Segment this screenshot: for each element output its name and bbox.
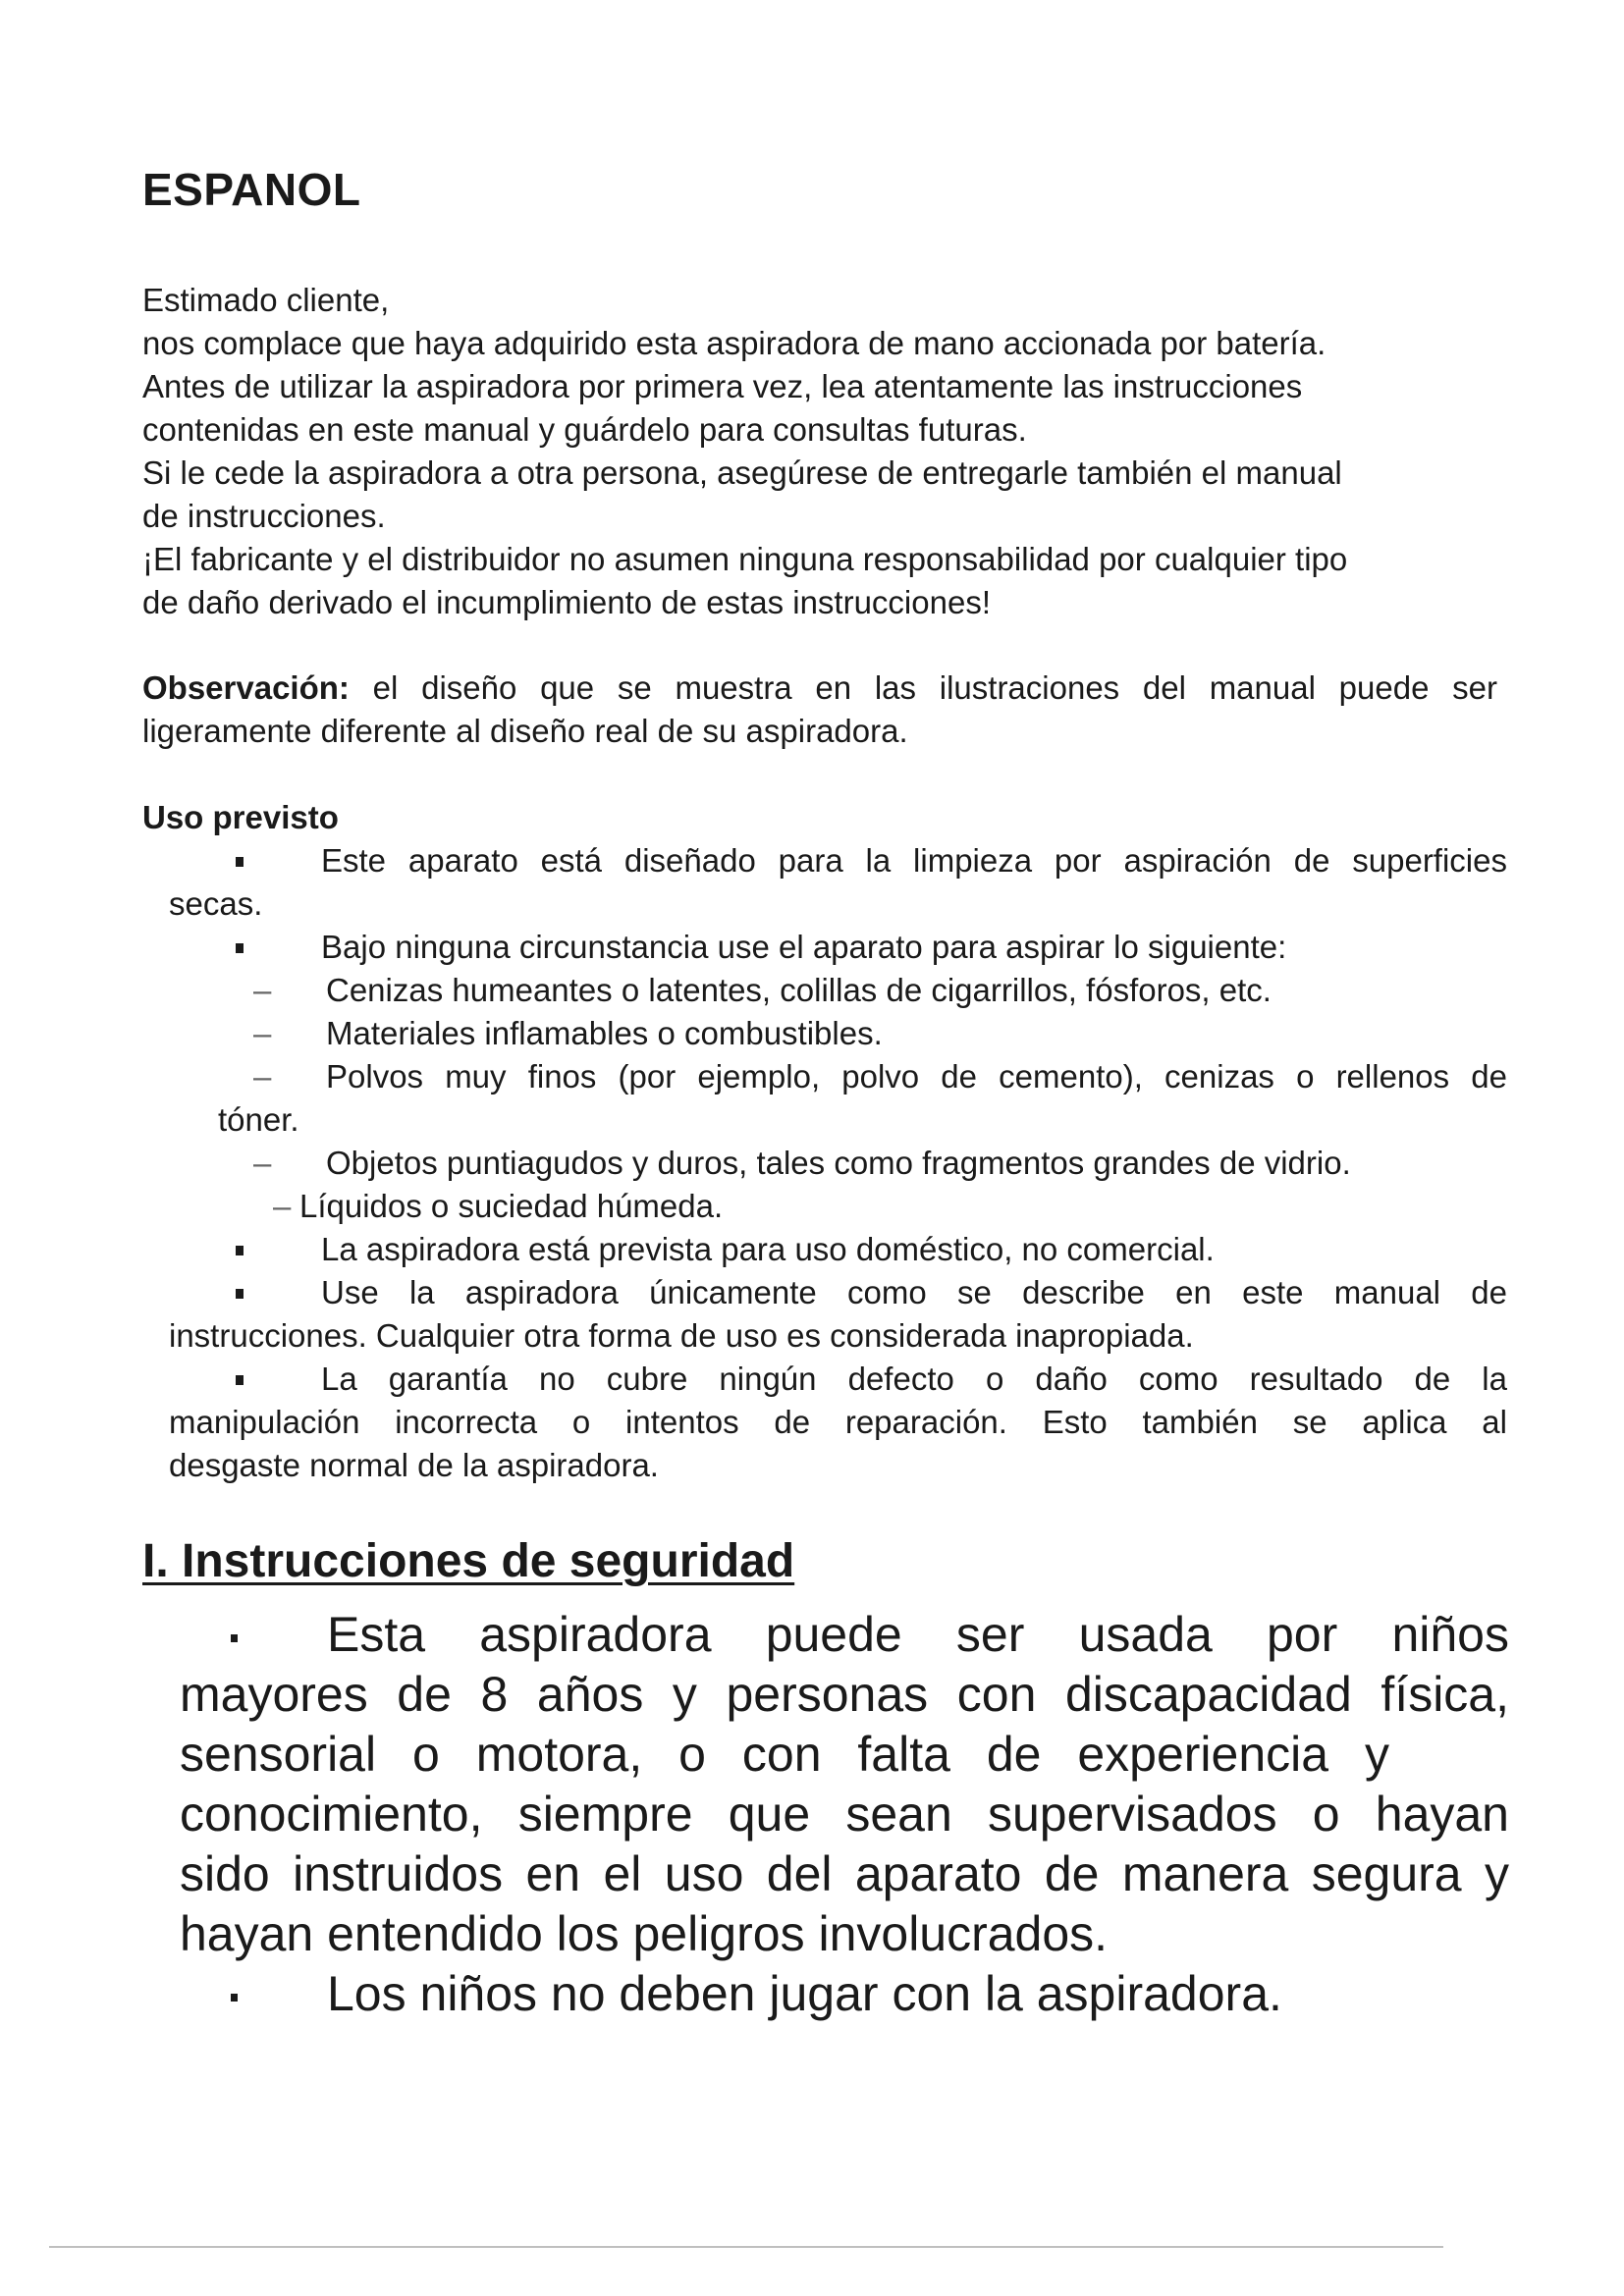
sub-list-item-text: Líquidos o suciedad húmeda. [299, 1188, 724, 1224]
square-bullet-icon [231, 1994, 238, 2002]
observation-label: Observación: [142, 669, 350, 706]
intro-greeting: Estimado cliente, [142, 282, 390, 318]
square-bullet-icon [231, 1634, 238, 1642]
list-item-text: Este aparato está diseñado para la limpieza por aspiración de superficies [321, 842, 1507, 879]
square-bullet-icon [236, 857, 244, 867]
list-item-text: instrucciones. Cualquier otra forma de uso es considerada inapropiada. [169, 1317, 1194, 1354]
list-item [142, 1358, 1507, 1487]
list-item-text: Bajo ninguna circunstancia use el aparato para aspirar lo siguiente: [321, 929, 1287, 965]
intended-use-title: Uso previsto [142, 799, 339, 835]
intro-line: contenidas en este manual y guárdelo para consultas futuras. [142, 411, 1027, 448]
sub-list-item-text: Polvos muy finos (por ejemplo, polvo de cemento), cenizas o rellenos de [326, 1058, 1507, 1095]
sub-list-item [142, 969, 1507, 1012]
square-bullet-icon [236, 1246, 244, 1255]
list-item-text: manipulación incorrecta o intentos de reparación. Esto también se aplica al [169, 1404, 1507, 1440]
intro-line: Antes de utilizar la aspiradora por primera vez, lea atentamente las instrucciones [142, 368, 1303, 404]
safety-item [180, 1964, 1509, 2024]
list-item-text: desgaste normal de la aspiradora. [169, 1447, 659, 1483]
intro-line: ¡El fabricante y el distribuidor no asumen ninguna responsabilidad por cualquier tipo [142, 541, 1348, 577]
dash-bullet-icon: – [253, 972, 272, 1008]
language-heading: ESPANOL [142, 164, 361, 215]
list-item [142, 926, 1507, 969]
square-bullet-icon [236, 943, 244, 953]
dash-bullet-icon: – [253, 1015, 272, 1051]
sub-list-item-text: Cenizas humeantes o latentes, colillas de cigarrillos, fósforos, etc. [326, 972, 1272, 1008]
dash-bullet-icon: – [273, 1188, 292, 1224]
intro-line: Si le cede la aspiradora a otra persona, asegúrese de entregarle también el manual [142, 454, 1342, 491]
safety-list [180, 1605, 1509, 2024]
sub-list-item-text: Objetos puntiagudos y duros, tales como fragmentos grandes de vidrio. [326, 1145, 1351, 1181]
observation-text: el diseño que se muestra en las ilustraciones del manual puede ser ligeramente diferente al diseño real de su aspiradora. [142, 669, 1498, 749]
safety-item-text: sido instruidos en el uso del aparato de manera segura y [180, 1846, 1509, 1901]
safety-item-text: Esta aspiradora puede ser usada por niños [327, 1607, 1509, 1662]
safety-item [180, 1605, 1509, 1964]
sub-list-item [142, 1185, 1507, 1228]
list-item [142, 1271, 1507, 1358]
dash-bullet-icon: – [253, 1145, 272, 1181]
observation-note [142, 667, 1497, 753]
safety-item-text: conocimiento, siempre que sean supervisados o hayan [180, 1787, 1509, 1842]
safety-item-text: mayores de 8 años y personas con discapacidad física, [180, 1667, 1509, 1722]
dash-bullet-icon: – [253, 1058, 272, 1095]
safety-item-text: sensorial o motora, o con falta de experiencia y [180, 1727, 1389, 1782]
list-item [142, 1228, 1507, 1271]
sub-list-item [142, 1055, 1507, 1142]
list-item-text: Use la aspiradora únicamente como se describe en este manual de [321, 1274, 1507, 1310]
list-item [142, 839, 1507, 926]
safety-section-title: I. Instrucciones de seguridad [142, 1535, 795, 1587]
list-item-text: La garantía no cubre ningún defecto o daño como resultado de la [321, 1361, 1507, 1397]
sub-list-item [142, 1012, 1507, 1055]
list-item-text: La aspiradora está prevista para uso doméstico, no comercial. [321, 1231, 1215, 1267]
intro-line: de instrucciones. [142, 498, 386, 534]
sub-list-item-text: Materiales inflamables o combustibles. [326, 1015, 883, 1051]
safety-item-text: hayan entendido los peligros involucrados. [180, 1906, 1109, 1961]
safety-item-text: Los niños no deben jugar con la aspiradora. [327, 1966, 1282, 2021]
intro-line: de daño derivado el incumplimiento de estas instrucciones! [142, 584, 991, 620]
list-item-text: secas. [169, 885, 263, 922]
footer-divider [49, 2246, 1443, 2248]
sub-list-item [142, 1142, 1507, 1185]
square-bullet-icon [236, 1289, 244, 1299]
square-bullet-icon [236, 1375, 244, 1385]
intro-line: nos complace que haya adquirido esta aspiradora de mano accionada por batería. [142, 325, 1326, 361]
sub-list-item-text: tóner. [218, 1101, 299, 1138]
intro-section [142, 279, 1507, 624]
intended-use-list [142, 839, 1507, 1487]
